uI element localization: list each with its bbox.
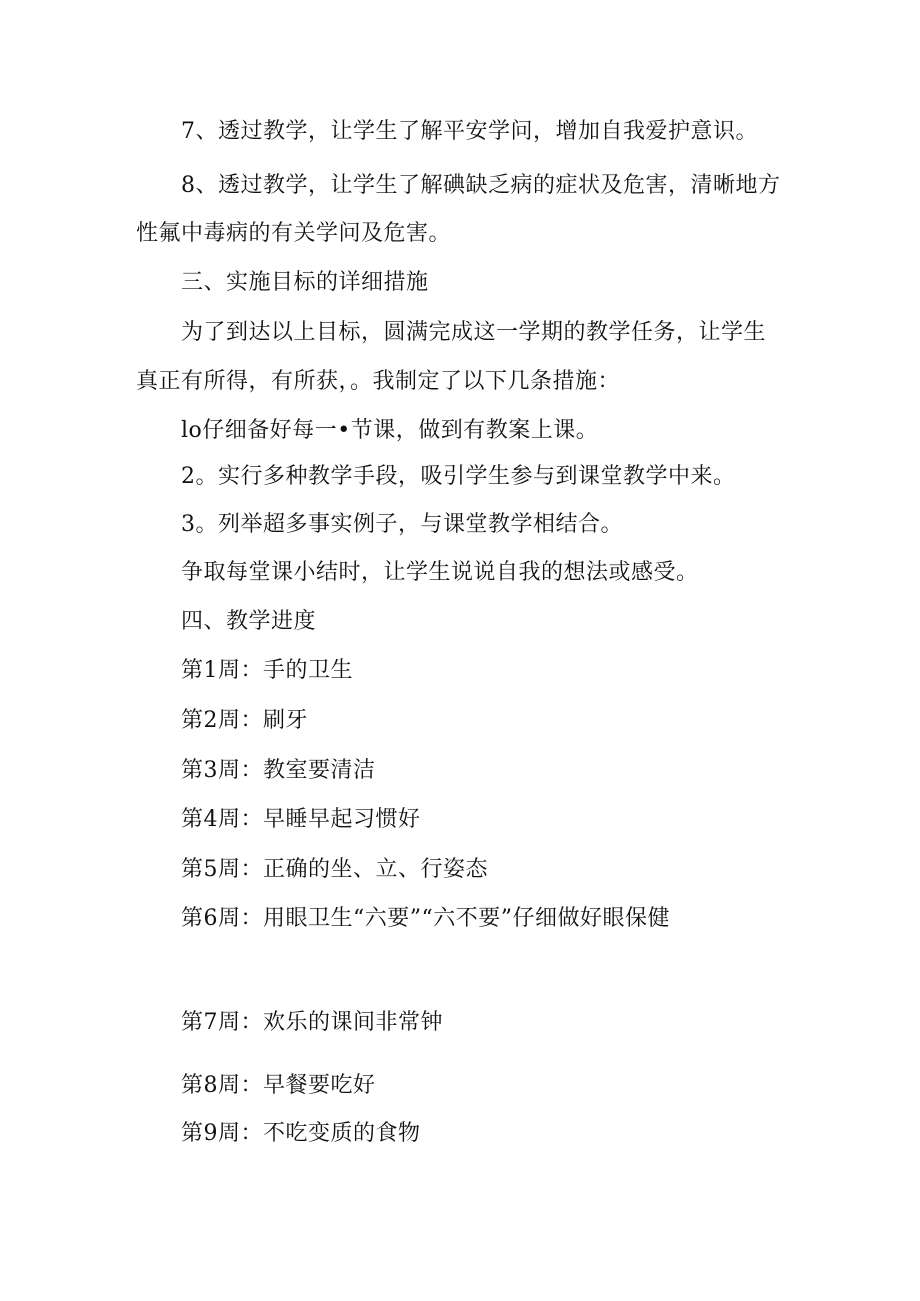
measure-item: 2。实行多种教学手段，吸引学生参与到课堂教学中来。 xyxy=(181,464,736,489)
measure-item: lo仔细备好每一•节课，做到有教案上课。 xyxy=(181,418,599,443)
schedule-week: 第2周：刷牙 xyxy=(181,708,308,733)
section-heading-schedule: 四、教学进度 xyxy=(181,609,317,634)
measures-intro-line-1: 为了到达以上目标，圆满完成这一学期的教学任务，让学生 xyxy=(181,320,767,345)
schedule-week: 第1周：手的卫生 xyxy=(181,658,353,683)
schedule-week: 第6周：用眼卫生“六要”“六不要”仔细做好眼保健 xyxy=(181,906,670,931)
schedule-week: 第3周：教室要清洁 xyxy=(181,758,376,783)
schedule-week: 第9周：不吃变质的食物 xyxy=(181,1121,421,1146)
schedule-week: 第4周：早睡早起习惯好 xyxy=(181,807,421,832)
objective-item-8-line-1: 8、透过教学，让学生了解碘缺乏病的症状及危害，清晰地方 xyxy=(181,173,781,198)
measures-intro-line-2: 真正有所得，有所获，。我制定了以下几条措施： xyxy=(136,369,621,394)
schedule-week: 第5周：正确的坐、立、行姿态 xyxy=(181,857,488,882)
schedule-week: 第7周：欢乐的课间非常钟 xyxy=(181,1010,443,1035)
measure-item: 3。列举超多事实例子，与课堂教学相结合。 xyxy=(181,512,623,537)
objective-item-7: 7、透过教学，让学生了解平安学问，增加自我爱护意识。 xyxy=(181,119,758,144)
schedule-week: 第8周：早餐要吃好 xyxy=(181,1073,376,1098)
section-heading-measures: 三、实施目标的详细措施 xyxy=(181,270,429,295)
measure-item: 争取每堂课小结时，让学生说说自我的想法或感受。 xyxy=(181,560,699,585)
objective-item-8-line-2: 性氟中毒病的有关学问及危害。 xyxy=(136,221,452,246)
